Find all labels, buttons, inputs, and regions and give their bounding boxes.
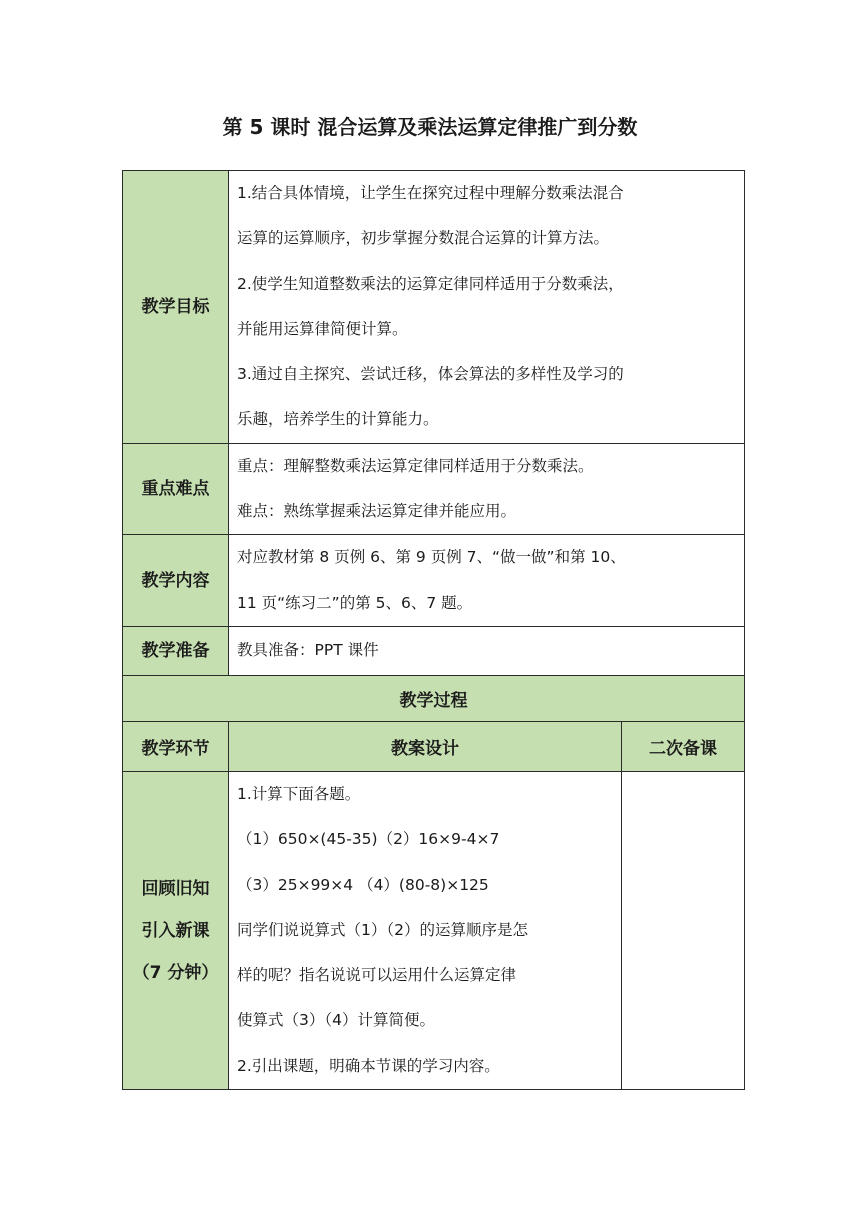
design-line: 同学们说说算式（1）（2）的运算顺序是怎 <box>237 920 528 939</box>
stage-design-cell <box>229 771 622 1089</box>
stage-label-line: 引入新课 <box>141 920 210 941</box>
objective-line: 乐趣，培养学生的计算能力。 <box>237 410 439 429</box>
process-header: 教学过程 <box>399 690 468 711</box>
design-line: 2.引出课题，明确本节课的学习内容。 <box>237 1056 500 1075</box>
prep-label-cell <box>123 626 229 675</box>
objective-line: 运算的运算顺序，初步掌握分数混合运算的计算方法。 <box>237 229 610 248</box>
objective-line: 2.使学生知道整数乘法的运算定律同样适用于分数乘法， <box>237 274 624 293</box>
column-header-stage: 教学环节 <box>123 721 229 771</box>
stage-label-cell <box>123 771 229 1089</box>
key-points-row <box>123 443 745 535</box>
objective-line: 并能用运算律简便计算。 <box>237 319 408 338</box>
content-row <box>123 535 745 627</box>
objectives-row <box>123 171 745 444</box>
key-points-cell <box>229 443 745 535</box>
stage-duration: （7 分钟） <box>132 962 219 983</box>
content-label-cell <box>123 535 229 627</box>
prep-cell <box>229 626 745 675</box>
process-header-row <box>123 675 745 721</box>
design-line: 样的呢？指名说说可以运用什么运算定律 <box>237 966 517 985</box>
column-header-notes: 二次备课 <box>622 721 745 771</box>
content-line: 对应教材第 8 页例 6、第 9 页例 7、“做一做”和第 10、 <box>237 548 626 567</box>
key-points-label-cell <box>123 443 229 535</box>
content-cell <box>229 535 745 627</box>
difficulty-line: 难点：熟练掌握乘法运算定律并能应用。 <box>237 502 517 521</box>
lesson-plan-table <box>122 170 745 1090</box>
process-header-cell <box>123 675 745 721</box>
stage-notes-cell <box>622 771 745 1089</box>
design-line: （1）650×(45-35)（2）16×9-4×7 <box>237 830 500 849</box>
content-label: 教学内容 <box>141 570 210 591</box>
key-point-line: 重点：理解整数乘法运算定律同样适用于分数乘法。 <box>237 456 594 475</box>
prep-text: 教具准备：PPT 课件 <box>237 641 379 660</box>
content-line: 11 页“练习二”的第 5、6、7 题。 <box>237 593 473 612</box>
design-line: 使算式（3）（4）计算简便。 <box>237 1011 435 1030</box>
objectives-label: 教学目标 <box>141 296 210 317</box>
objective-line: 1.结合具体情境，让学生在探究过程中理解分数乘法混合 <box>237 184 624 202</box>
page-title: 第 5 课时 混合运算及乘法运算定律推广到分数 <box>222 115 638 139</box>
objectives-cell <box>229 171 745 444</box>
prep-row <box>123 626 745 675</box>
objective-line: 3.通过自主探究、尝试迁移，体会算法的多样性及学习的 <box>237 365 624 384</box>
design-line: （3）25×99×4 （4）(80-8)×125 <box>237 875 489 894</box>
objectives-label-cell <box>123 171 229 444</box>
design-line: 1.计算下面各题。 <box>237 784 361 803</box>
column-header-design: 教案设计 <box>229 721 622 771</box>
key-points-label: 重点难点 <box>141 479 210 500</box>
stage-row <box>123 771 745 1089</box>
column-header-row <box>123 721 745 771</box>
stage-label-line: 回顾旧知 <box>141 878 210 899</box>
prep-label: 教学准备 <box>141 640 210 661</box>
